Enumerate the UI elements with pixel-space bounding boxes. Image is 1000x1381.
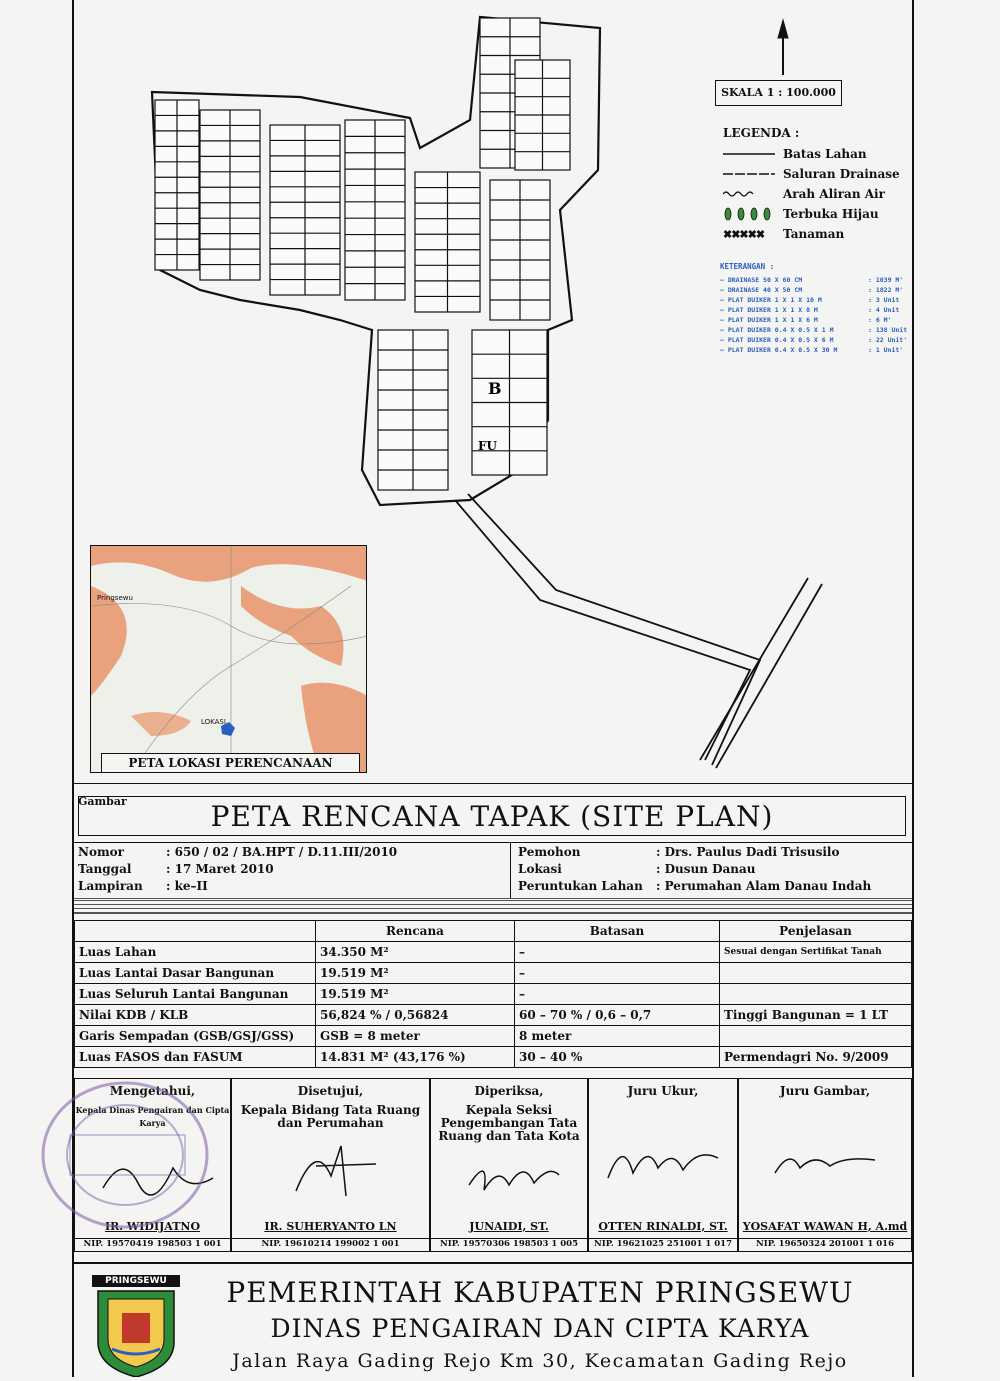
legend [723, 126, 913, 244]
scale-label: SKALA 1 : 100.000 [721, 86, 836, 99]
legend-item-aliran: Arah Aliran Air [723, 184, 913, 204]
signature-block-juru-ukur: Juru Ukur, OTTEN RINALDI, ST. NIP. 19621025 251001 1 017 [588, 1078, 738, 1252]
table-row: Luas Lantai Dasar Bangunan 19.519 M² – [75, 963, 912, 984]
keterangan-notes: KETERANGAN : – DRAINASE 50 X 60 CM : 1039 M' – DRAINASE 40 X 50 CM : 1822 M' – PLAT DUIKER 1 X 1 X 10 M : 3 Unit – PLAT DUIKER 1 X 1 X 8 M : 4 Unit – PLAT DUIKER 1 X 1 X 6 M : 6 M' – PLAT DUIKER 0.4 X 0.5 X 1 M : 138 Unit – PLAT DUIKER 0.4 X 0.5 X 6 M : 22 Unit' – PLAT DUIKER 0.4 X 0.5 X 30 M : 1 Unit' [720, 262, 910, 355]
legend-item-batas: Batas Lahan [723, 144, 913, 164]
page-title: PETA RENCANA TAPAK (SITE PLAN) [210, 800, 774, 833]
block-label-b: B [488, 379, 502, 398]
inset-location-map [90, 545, 367, 773]
table-header-row: Rencana Batasan Penjelasan [75, 921, 912, 942]
cross-symbols-icon: ✖✖✖✖✖ [723, 227, 765, 241]
table-row: Luas Lahan 34.350 M² – Sesuai dengan Sertifikat Tanah [75, 942, 912, 963]
footer-line-3: Jalan Raya Gading Rejo Km 30, Kecamatan Gading Rejo [232, 1350, 848, 1372]
inset-map-graphic [91, 546, 367, 773]
gambar-label: Gambar [78, 795, 127, 808]
inset-title: PETA LOKASI PERENCANAAN [101, 753, 360, 772]
emblem-label: PRINGSEWU [92, 1275, 180, 1287]
emblem-logo [92, 1275, 180, 1377]
main-road [700, 578, 822, 768]
legend-item-drainase: Saluran Drainase [723, 164, 913, 184]
dashed-line-icon [723, 169, 775, 179]
footer-line-2: DINAS PENGAIRAN DAN CIPTA KARYA [270, 1314, 810, 1343]
emblem-shield-icon [92, 1287, 180, 1377]
signature-mark [593, 1128, 733, 1198]
fu-label: FU [478, 439, 497, 453]
signature-block-diperiksa: Diperiksa, Kepala Seksi Pengembangan Tata Ruang dan Tata Kota JUNAIDI, ST. NIP. 19570306 198503 1 005 [430, 1078, 588, 1252]
official-stamp [30, 1075, 220, 1235]
footer-line-1: PEMERINTAH KABUPATEN PRINGSEWU [226, 1276, 854, 1309]
access-road [455, 494, 760, 765]
solid-line-icon [723, 149, 775, 159]
inset-town-label: Pringsewu [97, 594, 133, 602]
table-row: Garis Sempadan (GSB/GSJ/GSS) GSB = 8 meter 8 meter [75, 1026, 912, 1047]
info-right: Pemohon : Drs. Paulus Dadi Trisusilo Lokasi : Dusun Danau Peruntukan Lahan : Perumahan Alam Danau Indah [518, 844, 872, 893]
signature-block-mengetahui: Mengetahui, Kepala Dinas Pengairan dan Cipta Karya IR. WIDIJATNO NIP. 19570419 198503 1 001 [74, 1078, 231, 1252]
legend-item-tanaman: ✖✖✖✖✖ Tanaman [723, 227, 845, 241]
data-table [74, 920, 912, 1068]
signature-block-juru-gambar: Juru Gambar, YOSAFAT WAWAN H, A.md NIP. 19650324 201001 1 016 [738, 1078, 912, 1252]
table-row: Luas FASOS dan FASUM 14.831 M² (43,176 %) 30 – 40 % Permendagri No. 9/2009 [75, 1047, 912, 1068]
signature-mark [755, 1138, 895, 1188]
inset-lokasi-label: LOKASI [201, 718, 226, 726]
keterangan-title: KETERANGAN : [720, 262, 775, 271]
north-arrow-icon [778, 20, 788, 75]
table-row: Nilai KDB / KLB 56,824 % / 0,56824 60 – 70 % / 0,6 – 0,7 Tinggi Bangunan = 1 LT [75, 1005, 912, 1026]
legend-item-hijau: Terbuka Hijau [723, 204, 913, 224]
table-row: Luas Seluruh Lantai Bangunan 19.519 M² – [75, 984, 912, 1005]
signature-mark [256, 1136, 406, 1206]
leaf-symbols-icon [723, 207, 775, 221]
signature-mark [439, 1145, 579, 1205]
scale-box [715, 80, 842, 106]
signature-block-disetujui: Disetujui, Kepala Bidang Tata Ruang dan Perumahan IR. SUHERYANTO LN NIP. 19610214 199002 1 001 [231, 1078, 430, 1252]
legend-title: LEGENDA : [723, 126, 800, 140]
wavy-line-icon [723, 189, 775, 199]
info-left: Nomor : 650 / 02 / BA.HPT / D.11.III/2010 Tanggal : 17 Maret 2010 Lampiran : ke–II [78, 844, 398, 893]
